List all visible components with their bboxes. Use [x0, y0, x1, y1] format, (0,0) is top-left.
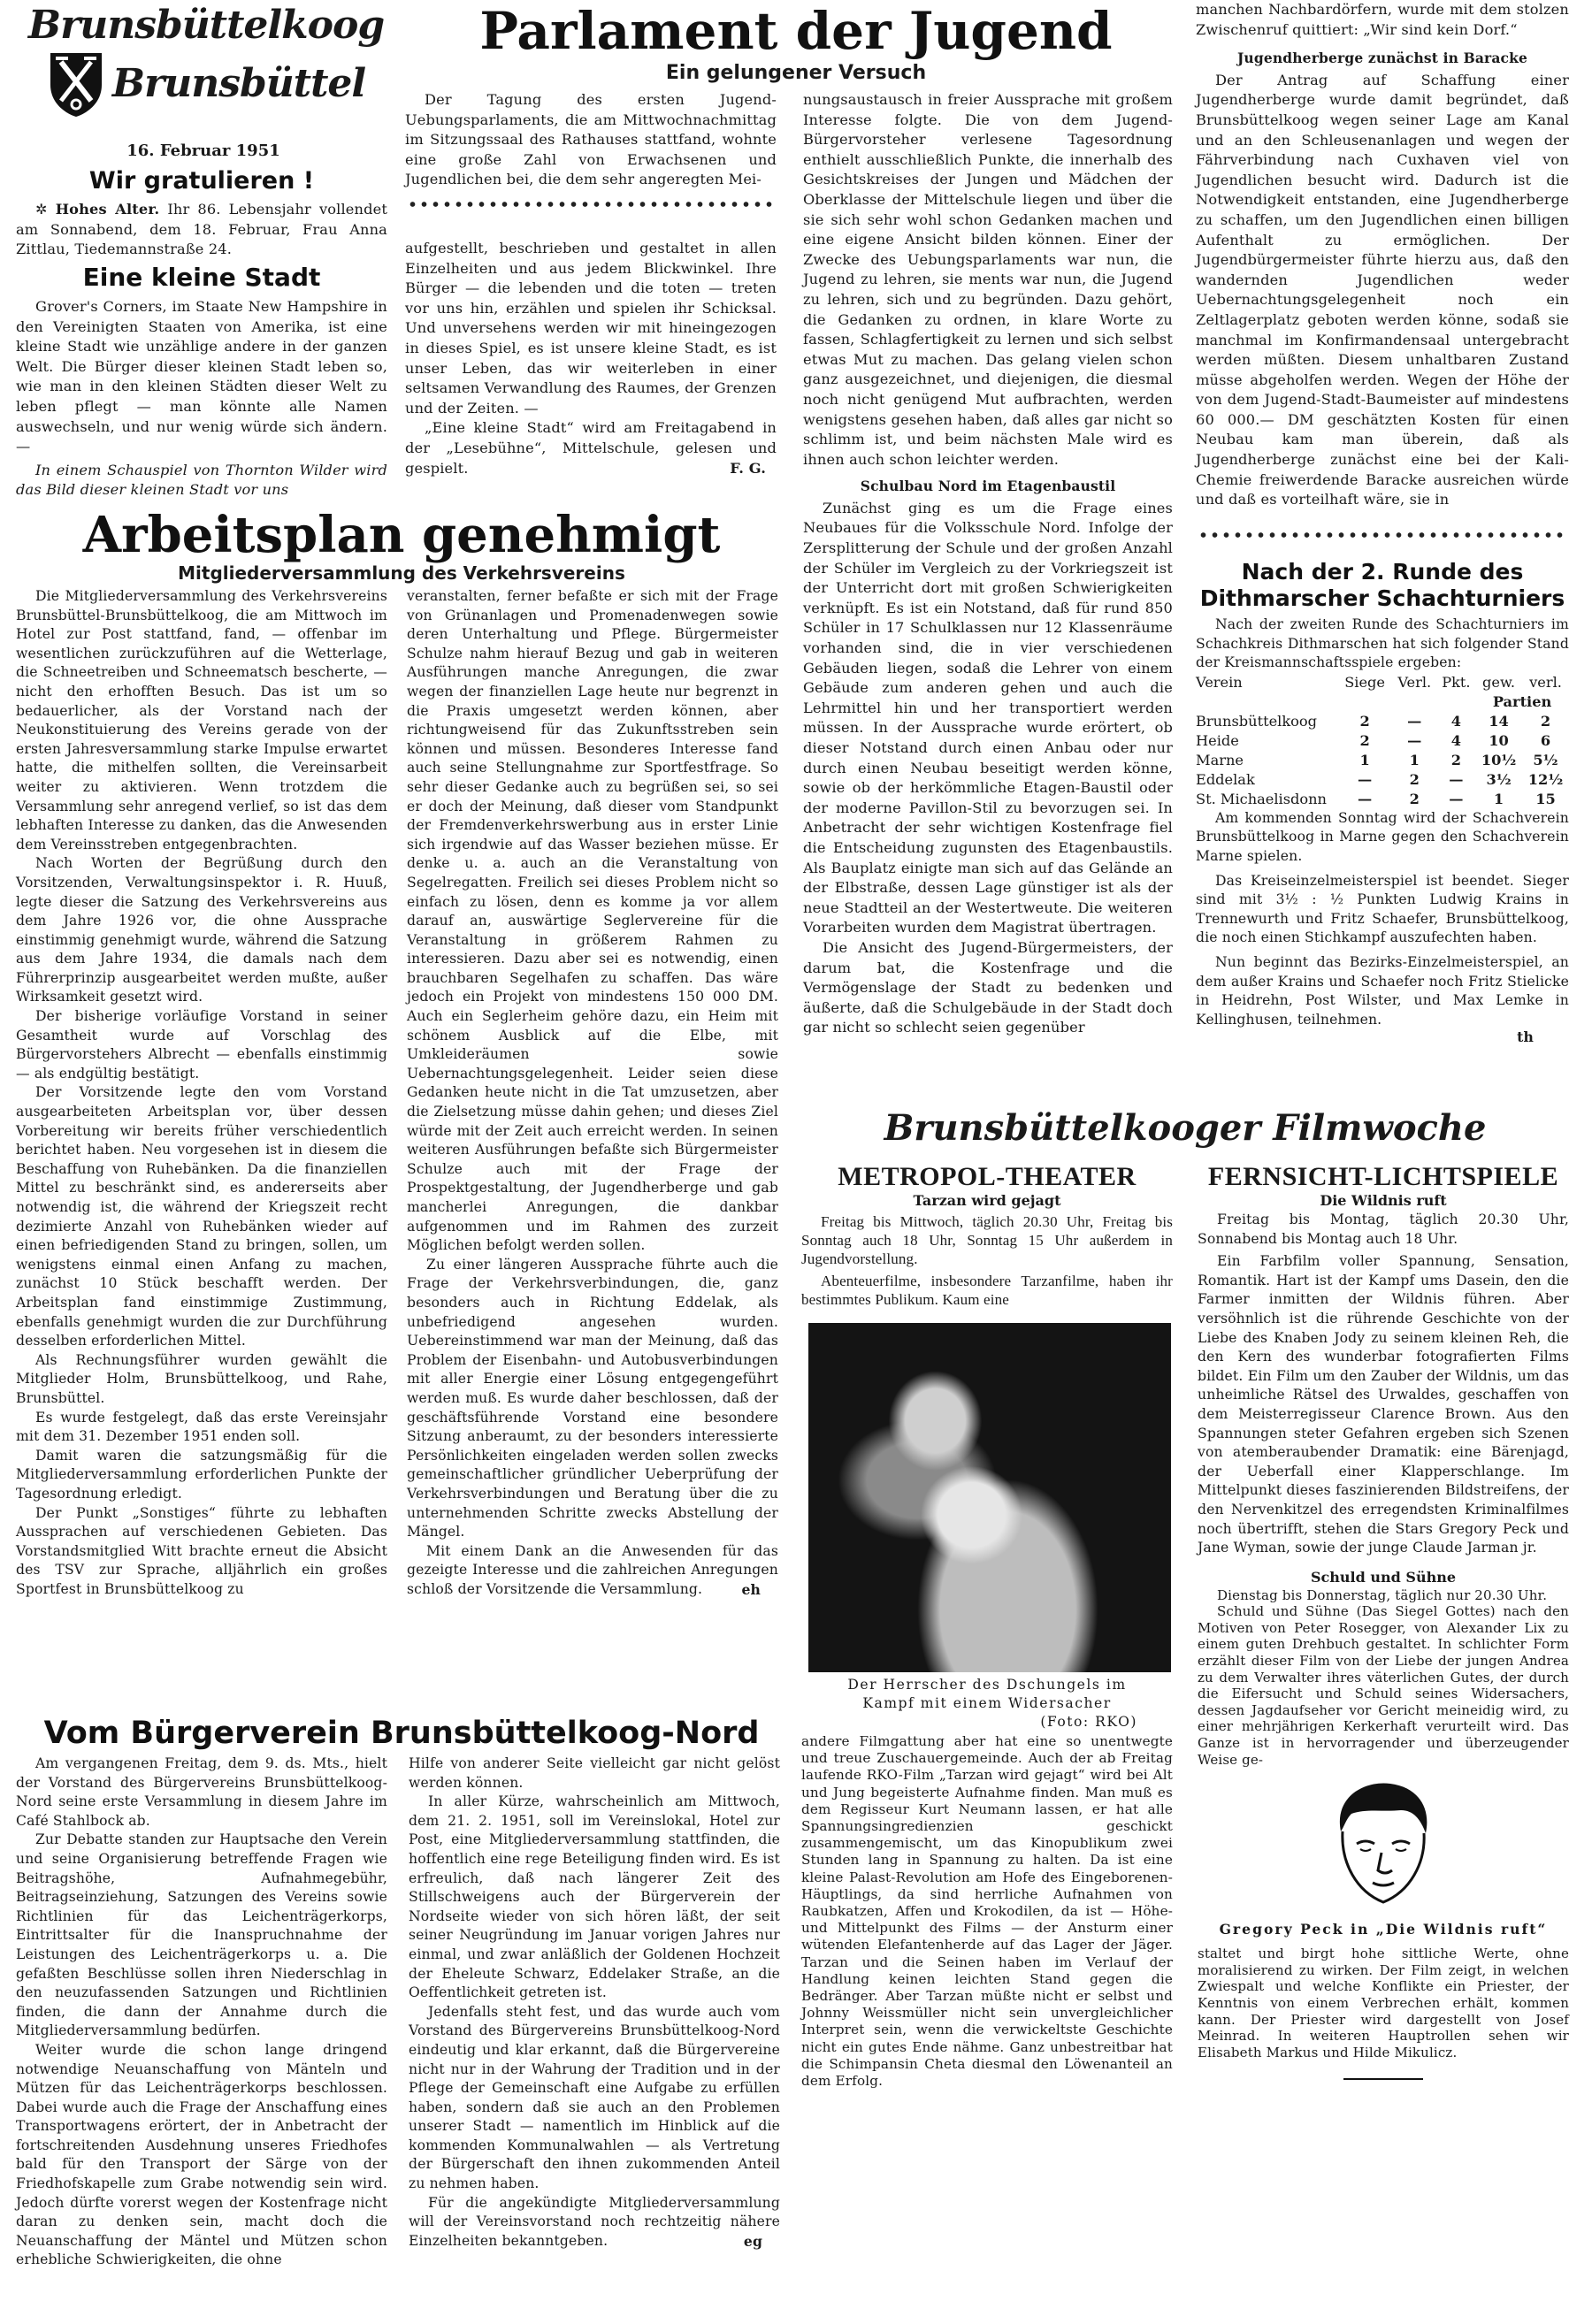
fernsicht-name: FERNSICHT-LICHTSPIELE	[1207, 1162, 1559, 1191]
standings-table	[1196, 673, 1569, 809]
paragraph: manchen Nachbardörfern, wurde mit dem stolzen Zwischenruf quittiert: „Wir sind kein Dorf.“	[1196, 1, 1569, 38]
cell: 14	[1489, 712, 1509, 730]
photo-caption: Der Herrscher des Dschungels im Kampf mit einem Widersacher	[847, 1677, 1127, 1711]
parlament-col4	[1196, 0, 1569, 510]
cell: —	[1449, 770, 1464, 788]
parlament-col2	[803, 90, 1173, 1038]
star-icon: ✲	[35, 201, 56, 218]
herberge-heading: Jugendherberge zunächst in Baracke	[1236, 50, 1528, 67]
paragraph: Hilfe von anderer Seite vielleicht gar nicht gelöst werden können.	[409, 1755, 780, 1791]
cell: 1	[1359, 751, 1370, 768]
paragraph: Jedenfalls steht fest, und das wurde auch vom Vorstand des Bürgervereins Brunsbüttelkoog-Nord eindeutig und klar erkannt, daß die Bürgervereine nicht nur in der Wahrung der Tradition und in der Pflege der Gemeinschaft eine Aufgabe zu erfüllen haben, sondern daß sie auch an den Problemen unserer Stadt — namentlich im Hinblick auf die kommenden Kommunalwahlen — als Vertretung der Bürgerschaft den ihnen zukommenden Anteil zu nehmen haben.	[409, 2003, 780, 2192]
byline: eh	[741, 1581, 761, 1599]
paragraph: andere Filmgattung aber hat eine so unentwegte und treue Zuschauergemeinde. Auch der ab Freitag laufende RKO-Film „Tarzan wird gejagt“ wird bei Alt und Jung begeisterte Aufnahme finden. Man muß es dem Regisseur Kurt Neumann lassen, er hat alle Spannungsingredienzien geschickt zusammengemischt, um das Kinopublikum zwei Stunden lang in Spannung zu halten. Da ist eine kleine Palast-Revolution am Hofe des Eingeborenen-Häuptlings, da sind herrliche Aufnahmen von Raubkatzen, Affen und Krokodilen, da ist — Höhe- und Mittelpunkt des Films — der Ansturm einer wütenden Elefantenherde auf das Lager der Jäger. Tarzan und die Seinen haben im Verlauf der Handlung keinen leichten Stand gegen die Bedränger. Aber Tarzan müßte nicht er selbst und Johnny Weissmüller nicht sein unvergleichlicher Interpret sein, wenn die verwickeltste Geschichte nicht ein gutes Ende nähme. Ganz unbestreitbar hat die Schimpansin Cheta diesmal den Löwenanteil an dem Erfolg.	[801, 1733, 1173, 2090]
parlament-col1	[405, 90, 777, 190]
paragraph: Zur Debatte standen zur Hauptsache den Verein und seine Organisierung betreffende Fragen wie Beitragshöhe, Aufnahmegebühr, Beitragseinziehung, Satzungen des Vereins sowie Richtlinien für das Leichenträgerkorps, Eintrittsalter für die Inanspruchnahme der Leistungen des Leichenträgerkorps u. a. Die gefaßten Beschlüsse sollen ihren Niederschlag in den neuzufassenden Satzungen und Richtlinien finden, die dann der Annahme durch die Mitgliederversammlung bedürfen.	[16, 1831, 387, 2039]
table-header	[1196, 673, 1569, 692]
cell: Heide	[1196, 731, 1239, 749]
table-row	[1196, 751, 1569, 770]
paragraph: In aller Kürze, wahrscheinlich am Mittwoch, dem 21. 2. 1951, soll im Vereinslokal, Hotel zur Post, eine Mitgliederversammlung stattfinden, die hoffentlich eine rege Beteiligung finden wird. Es ist erfreulich, daß nach längerer Zeit des Stillschweigens auch der Bürgerverein der Nordseite wieder von sich hören läßt, der seit seiner Neugründung im Januar vorigen Jahres nur einmal, und zwar anläßlich der Goldenen Hochzeit der Eheleute Schwarz, Eddelaker Straße, an die Oeffentlichkeit getreten ist.	[409, 1793, 780, 2001]
table-row	[1196, 770, 1569, 790]
end-rule	[1343, 2078, 1423, 2080]
paragraph: Weiter wurde die schon lange dringend notwendige Neuanschaffung von Mänteln und Mützen für das Leichenträgerkorps beschlossen. Dabei wurde auch die Frage der Anschaffung eines Transportwagens erörtert, der in Anbetracht der fortschreitenden Ausdehnung unseres Friedhofes bald für den Transport der Särge von der Friedhofskapelle zum Grabe notwendig sein wird. Jedoch dürfte vorerst wegen der Kostenfrage nicht daran zu denken sein, macht doch die Neuanschaffung der Mäntel und Mützen schon erhebliche Schwierigkeiten, die ohne	[16, 2041, 387, 2268]
paragraph: Grover's Corners, im Staate New Hampshire in den Vereinigten Staaten von Amerika, ist eine kleine Stadt wie unzählige andere in der ganzen Welt. Die Bürger dieser kleinen Stadt leben so, wie man in den kleinen Städten dieser Welt zu leben pflegt — man könnte alle Namen auswechseln, und nur wenig würde sich ändern. —	[16, 298, 387, 455]
paragraph: Der bisherige vorläufige Vorstand in seiner Gesamtheit wurde auf Vorschlag des Bürgervorstehers Albrecht — ebenfalls einstimmig — als endgültig bestätigt.	[16, 1008, 387, 1082]
cell: 2	[1409, 770, 1420, 788]
fernsicht-film2: Schuld und Sühne	[1310, 1568, 1457, 1586]
gregory-peck-portrait	[1321, 1778, 1445, 1911]
paragraph: Schuld und Sühne (Das Siegel Gottes) nach den Motiven von Peter Rosegger, von Alexander Lix zu einem guten Drehbuch gestaltet. In schlichter Form erzählt dieser Film von der Liebe der jungen Andrea zu dem Verwalter ihres väterlichen Gutes, der durch die Eifersucht und Schuld seines Widersachers, dessen Jagdaufseher vor Gericht meineidig wird, zu einer mehrjährigen Kerkerhaft verurteilt wird. Das Ganze ist in hervorragender und überzeugender Weise ge-	[1198, 1603, 1569, 1768]
cell: Marne	[1196, 751, 1244, 768]
article-schach	[1196, 559, 1569, 1047]
schach-title: Nach der 2. Runde des Dithmarscher Schachturniers	[1199, 559, 1565, 611]
coat-of-arms-icon	[47, 50, 105, 118]
cell: 2	[1409, 790, 1420, 807]
paragraph: Abenteuerfilme, insbesondere Tarzanfilme, haben ihr bestimmtes Publikum. Kaum eine	[801, 1273, 1173, 1308]
gratulation-text: Ihr 86. Lebensjahr vollendet am Sonnabend, dem 18. Februar, Frau Anna Zittlau, Tiedemannstraße 24.	[16, 201, 387, 258]
paragraph: Freitag bis Montag, täglich 20.30 Uhr, Sonnabend bis Montag auch 18 Uhr.	[1198, 1212, 1569, 1247]
cell: 10½	[1481, 751, 1517, 768]
cell: 10	[1489, 731, 1509, 749]
separator-dots	[1198, 531, 1565, 539]
paragraph: Dienstag bis Donnerstag, täglich nur 20.30 Uhr.	[1217, 1586, 1548, 1603]
issue-date: 16. Februar 1951	[126, 141, 280, 160]
cell: 12½	[1527, 770, 1564, 788]
arbeitsplan-title: Arbeitsplan genehmigt	[82, 506, 721, 564]
paragraph: veranstalten, ferner befaßte er sich mit der Frage von Grünanlagen und Promenadenwegen sowie deren Unterhaltung und Pflege. Bürgermeister Schulze nahm hierauf Bezug und gab in weiteren Ausführungen manche Anregungen, die zwar wegen der finanziellen Lage heute nur begrenzt in die Praxis umgesetzt werden können, aber richtungweisend für das Zukunftsstreben sein können und müssen. Besonderes Interesse fand auch seine Stellungnahme zur Sportfestfrage. So sehr dieser Gedanke auch zu begrüßen sei, so sei er doch der Meinung, daß dieser vom Standpunkt der Fremdenverkehrswerbung aus in erster Linie sich irgendwie auf das Wasser beziehen müsse. Er denke u. a. auch an die Veranstaltung von Segelregatten. Freilich sei dieses Problem nicht so einfach zu lösen, denn es komme ja vor allem darauf an, auswärtige Seglervereine für die Veranstaltung in größerem Rahmen zu interessieren. Dazu aber sei es notwendig, einen brauchbaren Segelhafen zu schaffen. Das wäre jedoch ein Projekt von mindestens 150 000 DM. Auch ein Seglerheim gehöre dazu, ein Heim mit schönem Ausblick auf die Elbe, mit Umkleideräumen sowie Uebernachtungsgelegenheit. Leider seien diese Gedanken heute nicht in die Tat umzusetzen, aber die Zielsetzung müsse dahin gehen; und dieses Ziel würde mit der Zeit auch erreicht werden. In seinen weiteren Ausführungen befaßte sich Bürgermeister Schulze auch mit der Frage der Prospektgestaltung, der Jugendherberge und gab mancherlei Anregungen, die dankbar aufgenommen und im Rahmen des zurzeit Möglichen befolgt werden sollen.	[407, 588, 778, 1254]
paragraph: Der Punkt „Sonstiges“ führte zu lebhaften Aussprachen auf verschiedenen Gebieten. Das Vorstandsmitglied Witt brachte erneut die Absicht des TSV zur Sprache, alljährlich ein großes Sportfest in Brunsbüttelkoog zu	[16, 1504, 387, 1597]
cell: 2	[1359, 731, 1370, 749]
cell: 3½	[1486, 770, 1512, 788]
table-row	[1196, 712, 1569, 731]
gratulation-title: Wir gratulieren !	[88, 167, 315, 195]
paragraph: Der Antrag auf Schaffung einer Jugendherberge wurde damit begründet, daß Brunsbüttelkoog wegen seiner Lage am Kanal und an den Schleusenanlagen und wegen der Fährverbindung nach Cuxhaven viel von Jugendlichen besucht wird. Dadurch ist die Notwendigkeit entstanden, eine Jugendherberge zu schaffen, um den Jugendlichen einen billigen Aufenthalt zu ermöglichen. Der Jugendbürgermeister führte hierzu aus, daß den wandernden Jugendlichen weder Uebernachtungsgelegenheit noch ein Zeltlagerplatz geboten werden könne, sodaß sie manchmal im Konfirmandensaal untergebracht werden müßten. Diesem unhaltbaren Zustand müsse abgeholfen werden. Wegen der Höhe der von dem Jugend-Stadt-Baumeister auf mindestens 60 000.— DM geschätzten Kosten für einen Neubau kam man überein, daß als Jugendherberge zunächst eine bei der Kali-Chemie freiwerdende Baracke ausreichen würde und daß es vorteilhaft wäre, sie in	[1196, 71, 1569, 508]
paragraph: staltet und birgt hohe sittliche Werte, ohne moralisierend zu wirken. Der Film zeigt, in welchen Zwiespalt und welche Konflikte ein Priester, der Kenntnis von einem Verbrechen erhält, kommen kann. Der Priester wird dargestellt von Josef Meinrad. In weiteren Hauptrollen sehen wir Elisabeth Markus und Hilde Mikulicz.	[1198, 1946, 1569, 2060]
column-header: Siege	[1344, 673, 1385, 691]
article-gratulation	[16, 166, 387, 260]
cell: 4	[1450, 712, 1461, 730]
paragraph: Der Vorsitzende legte den vom Vorstand ausgearbeiteten Arbeitsplan vor, über dessen Vorbereitung wir bereits früher verschiedentlich berichtet haben. Neu vorgesehen ist in diesem die Beschaffung von Ruhebänken. Da die finanziellen Mittel zu beschränkt sind, es andererseits aber notwendig ist, die während der Kriegszeit recht dezimierte Anzahl von Ruhebänken wieder auf einen befriedigenden Stand zu bringen, sollen, um wenigstens einmal einen Anfang zu machen, zunächst 10 Stück beschafft werden. Der Arbeitsplan fand einstimmige Zustimmung, ebenfalls genehmigt wurden die zur Durchführung desselben erforderlichen Mittel.	[16, 1084, 387, 1349]
cell: 1	[1493, 790, 1504, 807]
buergerverein-title: Vom Bürgerverein Brunsbüttelkoog-Nord	[43, 1716, 760, 1751]
cell: —	[1449, 790, 1464, 807]
paragraph: Als Rechnungsführer wurden gewählt die Mitglieder Holm, Brunsbüttelkoog, und Rahe, Brunsbüttel.	[16, 1351, 387, 1406]
column-header: Verein	[1196, 673, 1243, 691]
paragraph: Für die angekündigte Mitgliederversammlung will der Vereinsvorstand noch rechtzeitig nähere Einzelheiten bekanntgeben.	[409, 2194, 780, 2249]
cell: —	[1358, 770, 1373, 788]
metropol-film: Tarzan wird gejagt	[913, 1192, 1061, 1209]
byline: F. G.	[730, 460, 766, 478]
paragraph: Freitag bis Mittwoch, täglich 20.30 Uhr, Freitag bis Sonntag auch 18 Uhr, Sonntag 15 Uhr außerdem in Jugendvorstellung.	[801, 1213, 1173, 1267]
cell: 15	[1535, 790, 1556, 807]
arbeitsplan-col2	[407, 587, 778, 1600]
portrait-caption: Gregory Peck in „Die Wildnis ruft“	[1219, 1921, 1548, 1938]
metropol-column	[801, 1162, 1173, 2090]
filmwoche-title: Brunsbüttelkooger Filmwoche	[884, 1107, 1487, 1149]
cell: 2	[1450, 751, 1461, 768]
arbeitsplan-subtitle: Mitgliederversammlung des Verkehrsvereins	[178, 562, 625, 584]
fernsicht-column	[1198, 1162, 1569, 2080]
paragraph: Am kommenden Sonntag wird der Schachverein Brunsbüttelkoog in Marne gegen den Schachverein Marne spielen.	[1196, 809, 1569, 864]
schulbau-heading: Schulbau Nord im Etagenbaustil	[860, 478, 1116, 495]
paragraph: aufgestellt, beschrieben und gestaltet in allen Einzelheiten und aus jedem Blickwinkel. Ihre Bürger — die lebenden und die toten — treten vor uns hin, erzählen und spielen ihr Schicksal. Und unversehens werden wir mit hineingezogen in dieses Spiel, es ist unsere kleine Stadt, es ist unser Leben, das wir weiterleben in einer seltsamen Verwandlung des Raumes, der Grenzen und der Zeiten. —	[405, 240, 777, 417]
cell: Brunsbüttelkoog	[1196, 712, 1318, 730]
paragraph: In einem Schauspiel von Thornton Wilder wird das Bild dieser kleinen Stadt vor uns	[16, 461, 387, 499]
cell: 2	[1540, 712, 1551, 730]
cell: —	[1358, 790, 1373, 807]
paragraph: Zu einer längeren Aussprache führte auch die Frage der Verkehrsverbindungen, die, ganz besonders auch in Richtung Eddelak, als unbefriedigend angesehen wurden. Uebereinstimmend war man der Meinung, daß das Problem der Eisenbahn- und Autobusverbindungen mit aller Energie einer Lösung entgegengeführt werden muß. Es wurde daher beschlossen, daß der geschäftsführende Vorstand eine besondere Sitzung anberaumt, zu der besonders interessierte Persönlichkeiten eingeladen werden sollen zwecks gemeinschaftlicher gründlicher Ueberprüfung der Verkehrsverbindungen und Beratung über die zu unternehmenden Schritte zwecks Abstellung der Mängel.	[407, 1256, 778, 1540]
byline: th	[1517, 1028, 1534, 1046]
paragraph: Zunächst ging es um die Frage eines Neubaues für die Volksschule Nord. Infolge der Zersplitterung der Schule und der großen Anzahl der Schüler im Vergleich zu der Vorkriegszeit ist der Unterricht dort mit großen Schwierigkeiten verknüpft. Es ist ein Notstand, daß für rund 850 Schüler in 17 Schulklassen nur 12 Klassenräume vorhanden sind, die in vier verschiedenen Gebäuden liegen, sodaß die Lehrer von einem Gebäude zum anderen gehen und auch die Lehrmittel hin und her transportiert werden müssen. In der Aussprache wurde erörtert, ob dieser Notstand durch einen Anbau oder nur durch einen Neubau beseitigt werden könne, sowie ob der herkömmliche Etagen-Baustil oder der moderne Pavillon-Stil zu bevorzugen sei. In Anbetracht der sehr wichtigen Kostenfrage fiel die Entscheidung zugunsten des Etagenbaustils. Als Bauplatz einigte man sich auf das Gelände an der Elbstraße, dessen Lage günstiger ist als der neue Stadtteil an der Westertweute. Die weiteren Vorarbeiten wurden dem Magistrat übertragen.	[803, 499, 1173, 936]
cell: 4	[1450, 731, 1461, 749]
paragraph: Es wurde festgelegt, daß das erste Vereinsjahr mit dem 31. Dezember 1951 enden soll.	[16, 1409, 387, 1445]
buergerverein-col1	[16, 1754, 387, 2270]
kleine-stadt-title: Eine kleine Stadt	[82, 263, 321, 292]
partien-label: Partien	[1492, 692, 1552, 710]
paragraph: Ein Farbfilm voller Spannung, Sensation, Romantik. Hart ist der Kampf ums Dasein, den die Farmer inmitten der Wildnis führen. Aber versöhnlich ist die rührende Geschichte von der Liebe des Knaben Jody zu seinem kleinen Reh, die den Kern des wunderbar fotografierten Films bildet. Ein Film um den Zauber der Wildnis, um das unheimliche Rätsel des Urwaldes, geschaffen von dem Meisterregisseur Clarence Brown. Aus den Spannungen steter Gefahren ergeben sich Szenen von atemberaubender Dramatik: eine Bärenjagd, der Ueberfall einer Klapperschlange. Im Mittelpunkt dieses faszinierenden Bildstreifens, der den Nervenkitzel des erregendsten Kriminalfilmes noch übertrifft, stehen die Stars Gregory Peck und Jane Wyman, sowie der junge Claude Jarman jr.	[1198, 1253, 1569, 1556]
table-row	[1196, 731, 1569, 751]
parlament-subtitle: Ein gelungener Versuch	[665, 62, 927, 84]
arbeitsplan-col1	[16, 587, 387, 1599]
article-kleine-stadt	[16, 262, 387, 501]
buergerverein-col2	[409, 1754, 780, 2251]
paragraph: nungsaustausch in freier Aussprache mit großem Interesse folgte. Die von dem Jugend-Bürgervorsteher verlesene Tagesordnung enthielt ausschließlich Punkte, die innerhalb des Gesichtskreises der Jungen und Mädchen der Oberklasse der Mittelschule liegen und über die sie sich sehr wohl schon Gedanken machen und eine eigene Ansicht bilden können. Einer der Zwecke des Uebungsparlaments war nun, die Jugend zu lehren, sie ments war nun, die Jugend zu lehren, sich und zu begründen. Dazu gehört, die Gedanken zu ordnen, in klare Worte zu fassen, Schlagfertigkeit zu lernen und sich selbst etwas Mut zu machen. Das gelang vielen schon ganz ausgezeichnet, und diejenigen, die diesmal noch nicht genügend Mut aufbrachten, werden wenigstens gesehen haben, daß alles gar nicht so schlimm ist, und beim nächsten Male wird es ihnen auch schon leichter werden.	[803, 91, 1173, 468]
column-header: Verl.	[1397, 673, 1432, 691]
byline: eg	[743, 2233, 762, 2251]
masthead	[25, 4, 387, 136]
column-header: Pkt.	[1442, 673, 1471, 691]
paragraph: Am vergangenen Freitag, dem 9. ds. Mts., hielt der Vorstand des Bürgervereins Brunsbüttelkoog-Nord seine erste Versammlung in diesem Jahre im Café Stahlbock ab.	[16, 1755, 387, 1829]
cell: St. Michaelisdonn	[1196, 790, 1327, 807]
metropol-name: METROPOL-THEATER	[838, 1162, 1137, 1191]
column-header: verl.	[1529, 673, 1562, 691]
parlament-title: Parlament der Jugend	[479, 1, 1113, 61]
paragraph: Nach Worten der Begrüßung durch den Vorsitzenden, Verwaltungsinspektor i. R. Huuß, legte dieser die Satzung des Verkehrsvereins aus dem Jahre 1926 vor, die ohne Aussprache einstimmig genehmigt wurde, während die Satzung aus dem Jahre 1934, die damals nach dem Führerprinzip ausgearbeitet werden mußte, außer Wirksamkeit gesetzt wird.	[16, 855, 387, 1005]
fernsicht-film: Die Wildnis ruft	[1320, 1192, 1447, 1209]
cell: —	[1407, 731, 1422, 749]
separator-dots	[407, 200, 775, 209]
cell: —	[1407, 712, 1422, 730]
paragraph: Der Tagung des ersten Jugend-Uebungsparlaments, die am Mittwochnachmittag im Sitzungssaal des Rathauses stattfand, wohnte eine große Zahl von Erwachsenen und Jugendlichen bei, die dem sehr angeregten Mei-	[405, 91, 777, 188]
table-row	[1196, 790, 1569, 809]
paragraph: Das Kreiseinzelmeisterspiel ist beendet. Sieger sind mit 3½ : ½ Punkten Ludwig Krains in Trennewurth und Fritz Schaefer, Brunsbüttelkoog, die noch einen Stichkampf auszufechten haben.	[1196, 872, 1569, 946]
paragraph: Nun beginnt das Bezirks-Einzelmeisterspiel, an dem außer Krains und Schaefer noch Fritz Stielicke in Heidrehn, Post Wilster, und Max Lemke in Kellinghusen, teilnehmen.	[1196, 953, 1569, 1028]
cell: 2	[1359, 712, 1370, 730]
column-header: gew.	[1482, 673, 1516, 691]
paragraph: Die Ansicht des Jugend-Bürgermeisters, der darum bat, die Kostenfrage und die Vermögenslage der Stadt zu bedenken und äußerte, daß die Schulgebäude in der Stadt doch gar nicht so schlecht seien gegenüber	[803, 938, 1173, 1036]
paragraph: Nach der zweiten Runde des Schachturniers im Schachkreis Dithmarschen hat sich folgender Stand der Kreismannschaftsspiele ergeben:	[1196, 616, 1569, 671]
paragraph: Die Mitgliederversammlung des Verkehrsvereins Brunsbüttel-Brunsbüttelkoog, die am Mittwoch im Hotel zur Post stattfand, fand, — offenbar im wesentlichen zurückzuführen auf die Wetterlage, die Schneetreiben und Schneematsch bescherte, — nicht den erhofften Besuch. Das ist um so bedauerlicher, als der Vorstand nach der Neukonstituierung des Vereins gerade von der ersten Jahresversammlung starke Impulse erwartet hatte, die mithelfen sollten, die Vereinsarbeit weiter zu aktivieren. Wenn trotzdem die Versammlung sehr anregend verlief, so ist das dem lebhaften Interesse zu danken, das die Anwesenden dem Vereinsstreben entgegenbrachten.	[16, 588, 387, 852]
gratulation-lead: Hohes Alter.	[55, 201, 160, 218]
photo-credit: (Foto: RKO)	[1040, 1714, 1137, 1730]
cell: 1	[1409, 751, 1420, 768]
paragraph: Damit waren die satzungsmäßig für die Mitgliederversammlung erforderlichen Punkte der Tagesordnung erledigt.	[16, 1447, 387, 1502]
masthead-line2: Brunsbüttel	[111, 61, 366, 106]
paragraph: „Eine kleine Stadt“ wird am Freitagabend in der „Lesebühne“, Mittelschule, gelesen und gespielt.	[405, 419, 777, 477]
paragraph: Mit einem Dank an die Anwesenden für das gezeigte Interesse und die zahlreichen Anregungen schloß der Vorsitzende die Versammlung.	[407, 1542, 778, 1597]
article-kleine-stadt-cont	[405, 239, 777, 479]
cell: 5½	[1533, 751, 1558, 768]
film-still-photo	[808, 1323, 1171, 1672]
masthead-line1: Brunsbüttelkoog	[27, 3, 385, 48]
cell: 6	[1540, 731, 1551, 749]
cell: Eddelak	[1196, 770, 1255, 788]
